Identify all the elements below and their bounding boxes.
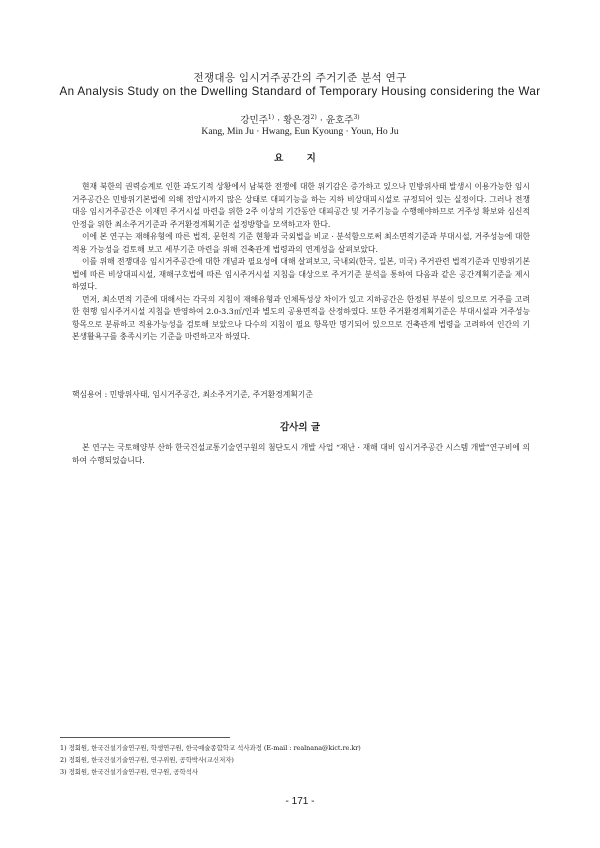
author-footnote-marker: 1) (267, 113, 275, 121)
paper-title-english: An Analysis Study on the Dwelling Standard of Temporary Housing considering the War (59, 85, 541, 98)
author-footnote-marker: 2) (310, 113, 317, 121)
abstract-paragraph: 먼저, 최소면적 기준에 대해서는 각국의 지침이 재해유형과 인체특성상 차이가 있고 지하공간은 한정된 부분이 있으므로 거주를 고려한 현행 임시주거시설 지침을 반영하여 2.0-3.3㎡/인과 별도의 공용면적을 산정하였다. 또한 주거환경계획기준은 부대시설과 거주성능 항목으로 분류하고 적용가능성을 검토해 보았으나 다수의 지침이 필요 항목만 명기되어 있으므로 건축관계 법령을 고려하여 인간의 기본생활욕구를 충족시키는 기준을 마련하고자 하였다. (72, 294, 530, 341)
footnote: 3) 정회원, 한국건설기술연구원, 연구원, 공학석사 (60, 768, 199, 776)
author-separator: · (274, 115, 284, 126)
footnote: 1) 정회원, 한국건설기술연구원, 학생연구원, 한국예술종합학교 석사과정 (E-mail : realnana@kict.re.kr) (60, 744, 361, 752)
abstract-paragraph: 이를 위해 전쟁대응 임시거주공간에 대한 개념과 필요성에 대해 살펴보고, 국내외(한국, 일본, 미국) 주거관련 법적기준과 민방위기본법에 따른 비상대피시설, 재해구호법에 따른 임시주거시설 지침을 대상으로 주거기준 분석을 통하여 다음과 같은 공간계획기준을 제시하였다. (72, 257, 530, 291)
authors-korean (0, 112, 600, 126)
abstract-body (72, 181, 530, 344)
abstract-heading: 요 지 (274, 153, 326, 164)
abstract-paragraph: 이에 본 연구는 재해유형에 따른 법적, 문헌적 기준 현황과 국외법을 비교 · 분석함으로써 최소면적기준과 부대시설, 거주성능에 대한 적용 가능성을 검토해 보고 세부기준 마련을 위해 건축관계 법령과의 연계성을 살펴보았다. (72, 232, 530, 254)
author-name: 황은경 (283, 115, 311, 126)
acknowledgement-body (72, 442, 530, 467)
page-number: - 171 - (285, 796, 315, 807)
footnote-divider (60, 737, 230, 738)
author-name: 윤호주 (325, 115, 354, 126)
footnote: 2) 정회원, 한국건설기술연구원, 연구위원, 공학박사(교신저자) (60, 756, 234, 764)
author-footnote-marker: 3) (353, 113, 360, 121)
abstract-paragraph: 현재 북한의 권력승계로 인한 과도기적 상황에서 남북한 전쟁에 대한 위기감은 증가하고 있으나 민방위사태 발생시 이용가능한 임시거주공간은 민방위기본법에 의해 전압시까지 많은 상태로 대피기능을 하는 지하 비상대피시설로 규정되어 있는 실정이다. 그러나 전쟁대응 임시거주공간은 이재민 주거시설 마련을 위한 2주 이상의 기간동안 대피공간 및 거주기능을 수행해야하므로 거주성 확보와 심신적 안정을 위한 최소주거기준과 주거환경계획기준 설정방향을 모색하고자 한다. (72, 182, 530, 229)
acknowledgement-heading: 감사의 글 (279, 422, 320, 433)
author-separator: · (316, 115, 326, 126)
acknowledgement-paragraph: 본 연구는 국토해양부 산하 한국건설교통기술연구원의 첨단도시 개발 사업 “재난 · 재해 대비 임시거주공간 시스템 개발”연구비에 의하여 수행되었습니다. (72, 443, 530, 465)
keywords-line: 핵심용어 : 민방위사태, 임시거주공간, 최소주거기준, 주거환경계획기준 (72, 390, 313, 399)
author-name: 강민주 (240, 115, 268, 126)
paper-title-korean: 전쟁대응 임시거주공간의 주거기준 분석 연구 (193, 72, 407, 84)
authors-english: Kang, Min Ju · Hwang, Eun Kyoung · Youn, Ho Ju (201, 126, 399, 137)
